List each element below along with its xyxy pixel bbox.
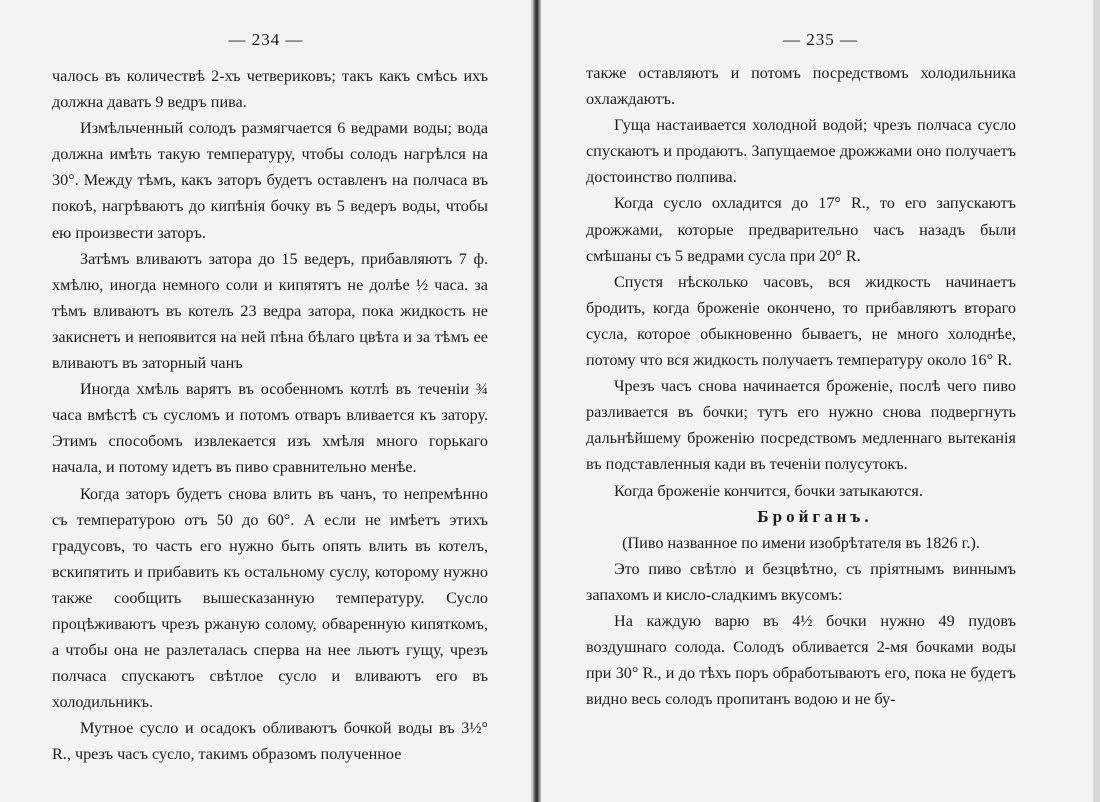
paragraph: Чрезъ часъ снова начинается броженіе, послѣ чего пиво разливается въ бочки; тутъ его нужно снова подвергнуть дальнѣйшему броженію посредствомъ медленнаго вытеканія въ подставленныя кади въ теченіи полусутокъ. xyxy=(586,377,1016,474)
section-subtitle: (Пиво названное по имени изобрѣтателя въ 1826 г.). xyxy=(622,533,980,552)
paragraph: Когда сусло охладится до 17° R., то его запускаютъ дрожжами, которые предварительно часъ назадъ были смѣшаны съ 5 ведрами сусла при 20° R. xyxy=(586,194,1016,265)
paragraph: также оставляютъ и потомъ посредствомъ холодильника охлаждаютъ. xyxy=(586,64,1016,109)
paragraph: Затѣмъ вливаютъ затора до 15 ведеръ, прибавляютъ 7 ф. хмѣлю, иногда немного соли и кипятятъ не долѣе ½ часа. за тѣмъ вливаютъ въ котелъ 23 ведра затора, пока жидкость не закиснетъ и непоявится на ней пѣна бѣлаго цвѣта и за тѣмъ ее вливаютъ въ заторный чанъ xyxy=(52,249,488,373)
right-page-text xyxy=(586,60,1016,712)
section-heading: Бройганъ. xyxy=(757,506,873,526)
paragraph: чалось въ количествѣ 2-хъ четвериковъ; такъ какъ смѣсь ихъ должна давать 9 ведръ пива. xyxy=(52,67,488,112)
paragraph: На каждую варю въ 4½ бочки нужно 49 пудовъ воздушнаго солода. Солодъ обливается 2-мя бочками воды при 30° R., и до тѣхъ поръ обработываютъ его, пока не будетъ видно весь солодъ пропитанъ водою и не бу- xyxy=(586,611,1016,709)
paragraph: Иногда хмѣль варятъ въ особенномъ котлѣ въ теченіи ¾ часа вмѣстѣ съ сусломъ и потомъ отваръ вливается къ затору. Этимъ способомъ извлекается изъ хмѣля много горькаго начала, и потому идетъ въ пиво сравнительно менѣе. xyxy=(52,380,488,477)
paragraph: Гуща настаивается холодной водой; чрезъ полчаса сусло спускаютъ и продаютъ. Запущаемое дрожжами оно получаетъ достоинство полпива. xyxy=(586,116,1016,187)
paragraph: Спустя нѣсколько часовъ, вся жидкость начинаетъ бродить, когда броженіе окончено, то прибавляютъ втораго сусла, которое обыкновенно бываетъ, не много холоднѣе, потому что вся жидкость получаетъ температуру около 16° R. xyxy=(586,272,1016,370)
page-number: — 234 — xyxy=(228,30,304,49)
paragraph: Измѣльченный солодъ размягчается 6 ведрами воды; вода должна имѣть такую температуру, чтобы солодъ нагрѣлся на 30°. Между тѣмъ, какъ заторъ будетъ оставленъ на полчаса въ покоѣ, нагрѣваютъ до кипѣнія бочку въ 5 ведеръ воды, чтобы ею произвести заторъ. xyxy=(52,119,488,242)
paragraph: Мутное сусло и осадокъ обливаютъ бочкой воды въ 3½° R., чрезъ часъ сусло, такимъ образомъ полученное xyxy=(52,719,488,764)
book-gutter xyxy=(532,0,541,802)
left-page-text xyxy=(52,63,488,768)
paragraph: Когда броженіе кончится, бочки затыкаются. xyxy=(614,481,923,500)
paragraph: Это пиво свѣтло и безцвѣтно, съ пріятнымъ виннымъ запахомъ и кисло-сладкимъ вкусомъ: xyxy=(586,559,1016,604)
paragraph: Когда заторъ будетъ снова влить въ чанъ, то непремѣнно съ температурою отъ 50 до 60°. А если не имѣетъ этихъ градусовъ, то часть его нужно быть опять влить въ котелъ, вскипятить и прибавить къ остальному суслу, которому нужно также сообщить вышесказанную температуру. Сусло процѣживаютъ чрезъ ржаную солому, обваренную кипяткомъ, а чтобы она не разлеталась сперва на нее льютъ гущу, чрезъ полчаса спускаютъ свѣтлое сусло и вливаютъ его въ холодильникъ. xyxy=(52,484,488,712)
page-number: — 235 — xyxy=(783,30,858,49)
page-edge xyxy=(1093,0,1100,802)
